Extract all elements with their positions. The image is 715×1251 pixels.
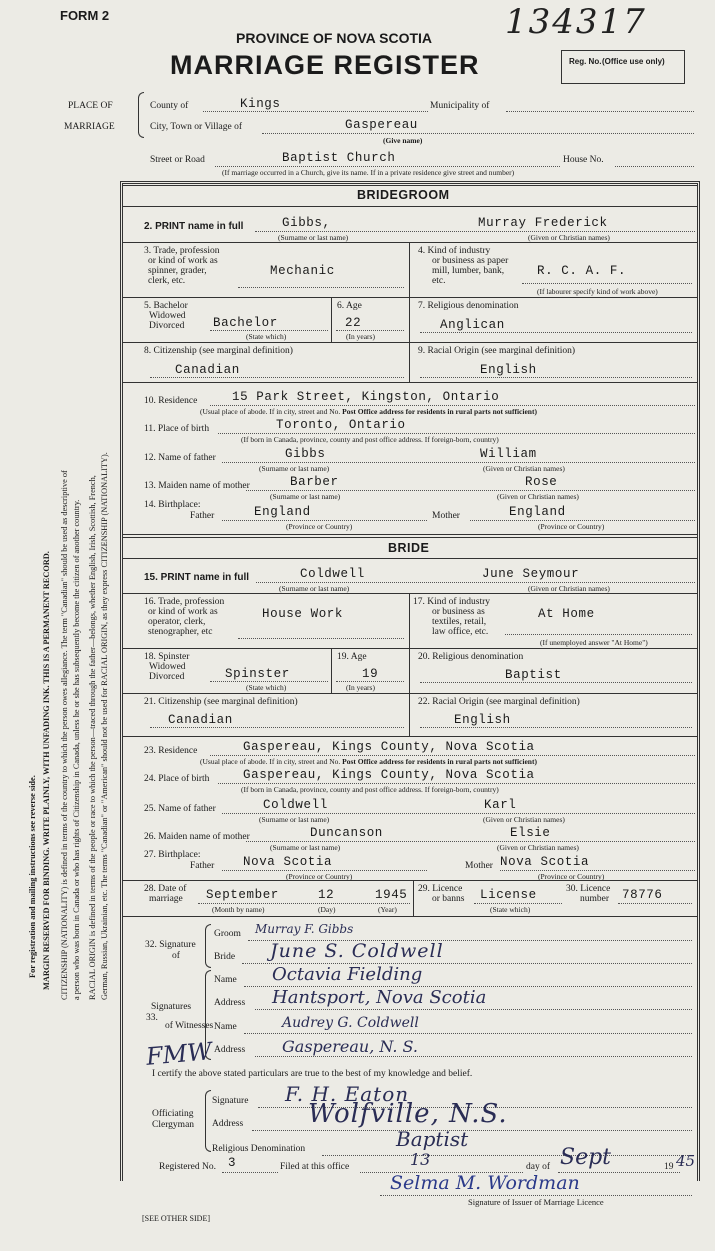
groom-father-country-note: (Province or Country) [286,522,353,531]
bride-mother-surname: Duncanson [310,826,383,840]
groom-father-birthplace: England [254,505,311,519]
groom-father-label: 12. Name of father [144,453,216,463]
bride-birthplace-father: Father [190,861,215,871]
street-value: Baptist Church [282,151,396,165]
bride-center-divider [409,593,410,736]
bride-trade-l4: stenographer, etc [148,627,213,637]
licence-number-line [618,903,692,904]
groom-trade-l2: or kind of work as [148,256,218,266]
bride-father-birthplace: Nova Scotia [243,855,333,869]
form-title: MARRIAGE REGISTER [170,50,480,80]
bride-father-country-note: (Province or Country) [286,872,353,881]
issuer-line [380,1195,692,1196]
licence-number-label-2: number [580,894,610,904]
religious-denomination-label: Religious Denomination [212,1144,306,1154]
bride-father-given: Karl [484,798,517,812]
margin-instructions: For registration and mailing instructions see reverse side. [28,775,37,978]
groom-age-label: 6. Age [337,301,362,311]
bride-age-line [336,681,404,682]
bride-birth-line [218,783,695,784]
w2-address-line [255,1056,692,1057]
bride-trade-value: House Work [262,607,344,621]
street-note: (If marriage occurred in a Church, give its name. If in a private residence give street and number) [222,168,515,177]
form-label: FORM 2 [60,8,110,23]
day-note: (Day) [318,905,336,914]
bride-age-label: 19. Age [337,652,367,662]
reg-no-box [561,50,685,84]
bride-name-line [256,582,695,583]
clergy-address: Wolfville, N.S. [308,1099,508,1129]
filed-day: 13 [410,1150,431,1169]
groom-citizenship-label: 8. Citizenship (see marginal definition) [144,346,293,356]
date-line [198,903,410,904]
groom-industry-l3: mill, lumber, bank, [432,266,505,276]
initials-mark: FMW [144,1037,214,1071]
bride-religion-line [420,682,692,683]
bride-end-rule [123,880,697,881]
bride-given: June Seymour [482,567,580,581]
bride-row2-rule [123,648,697,649]
groom-status-l2: Widowed [149,311,186,321]
bride-mother-surname-note: (Surname or last name) [270,843,341,852]
groom-mother-surname-note: (Surname or last name) [270,492,341,501]
witness-label-2: of Witnesses [165,1021,214,1031]
groom-industry-note: (If labourer specify kind of work above) [537,287,658,296]
bride-top-rule-2 [123,537,697,538]
clergy-address-label: Address [212,1119,244,1129]
groom-state-which: (State which) [246,332,287,341]
witness2-address: Gaspereau, N. S. [282,1037,418,1056]
marriage-day: 12 [318,888,335,902]
municipality-line [506,111,694,112]
groom-father-surname-note: (Surname or last name) [259,464,330,473]
groom-birth-label: 11. Place of birth [144,424,210,434]
bride-status-l3: Divorced [149,672,185,682]
filed-month: Sept [560,1145,612,1170]
bride-mother-given: Elsie [510,826,551,840]
groom-trade-l4: clerk, etc. [148,276,186,286]
groom-row2-rule [123,297,697,298]
groom-mother-birthplace: England [509,505,566,519]
filed-label: Filed at this office [280,1162,350,1172]
bride-residence-label: 23. Residence [144,746,198,756]
groom-residence-line [210,405,695,406]
groom-industry-line [522,283,692,284]
sig-label-2: of [172,951,180,961]
margin-citizenship-1: CITIZENSHIP (NATIONALITY) is defined in terms of the country to which the person owes allegiance. The term "Canadian" should be used as descriptive of [60,470,69,1000]
bride-status-value: Spinster [225,667,290,681]
witness2-name: Audrey G. Coldwell [282,1015,419,1031]
licence-state-which: (State which) [490,905,531,914]
street-label: Street or Road [150,155,205,165]
officiating-2: Clergyman [152,1120,195,1130]
municipality-label: Municipality of [430,101,490,111]
bride-birthplace-mother: Mother [465,861,493,871]
bride-racial-line [420,727,692,728]
bride-name-label [144,572,249,584]
registered-value: 3 [228,1156,237,1170]
bride-mother-line [246,841,695,842]
groom-status-l3: Divorced [149,321,185,331]
groom-religion-line [420,332,692,333]
groom-residence-value: 15 Park Street, Kingston, Ontario [232,390,500,404]
bride-status-line [210,681,328,682]
year-suffix: 45 [676,1152,696,1170]
issuer-signature: Selma M. Wordman [390,1172,580,1194]
groom-residence-label: 10. Residence [144,396,198,406]
bride-industry-l1: 17. Kind of industry [413,597,491,607]
bride-trade-l2: or kind of work as [148,607,218,617]
marriage-year: 1945 [375,888,408,902]
groom-father-given: William [480,447,537,461]
groom-age-value: 22 [345,316,362,330]
bride-status-l2: Widowed [149,662,186,672]
groom-age-divider [331,297,332,342]
year-note: (Year) [378,905,397,914]
bride-age-value: 19 [362,667,379,681]
bride-residence-line [210,755,695,756]
bride-surname: Coldwell [300,567,365,581]
groom-name-label [144,221,243,233]
bride-industry-note: (If unemployed answer "At Home") [540,638,648,647]
house-label: House No. [563,155,604,165]
witness1-address: Hantsport, Nova Scotia [272,987,487,1008]
bride-citizenship-value: Canadian [168,713,233,727]
groom-mother-surname: Barber [290,475,339,489]
w2-address-label: Address [214,1045,246,1055]
bride-age-note: (In years) [346,683,375,692]
licence-label-1: 29. Licence [418,884,463,894]
bride-surname-note: (Surname or last name) [279,584,350,593]
margin-citizenship-2: a person who was born in Canada or who has rights of Citizenship in Canada, unless he or she has subsequently become the citizen of another country. [72,499,81,1000]
bride-industry-l2: or business as [432,607,485,617]
bride-religion-label: 20. Religious denomination [418,652,524,662]
register-number: 134317 [505,2,647,42]
groom-birth-value: Toronto, Ontario [276,418,406,432]
bride-mother-label: 26. Maiden name of mother [144,832,250,842]
groom-birth-note: (If born in Canada, province, county and post office address. If foreign-born, country) [241,435,499,444]
groom-racial-label: 9. Racial Origin (see marginal definition) [418,346,576,356]
bride-name-label-text: 15. PRINT name in full [144,572,250,583]
bride-citizenship-label: 21. Citizenship (see marginal definition) [144,697,298,707]
religious-line [322,1155,692,1156]
groom-mother-country-note: (Province or Country) [538,522,605,531]
groom-surname-note: (Surname or last name) [278,233,349,242]
county-value: Kings [240,97,281,111]
bride-birth-value: Gaspereau, Kings County, Nova Scotia [243,768,535,782]
bride-sig-label: Bride [214,952,236,962]
bride-trade-l3: operator, clerk, [148,617,206,627]
groom-trade-line [238,287,404,288]
margin-racial-1: RACIAL ORIGIN is defined in terms of the people or race to which the person—traced through the father—belongs, whether English, Irish, Scottish, French, [88,475,97,1000]
bride-birth-label: 24. Place of birth [144,774,210,784]
licence-end-rule [123,916,697,917]
groom-top-rule [123,185,697,186]
bride-industry-value: At Home [538,607,595,621]
reg-no-note: (Office use only) [602,57,665,66]
groom-trade-l1: 3. Trade, profession [144,246,220,256]
licence-line [474,903,562,904]
licence-number-label-1: 30. Licence [566,884,611,894]
bride-residence-note-b: Post Office address for residents in rural parts not sufficient) [342,757,537,766]
bride-state-which: (State which) [246,683,287,692]
groom-name-line [255,231,695,232]
w1-name-label: Name [214,975,237,985]
groom-surname: Gibbs, [282,216,331,230]
groom-mother-given: Rose [525,475,558,489]
groom-industry-value: R. C. A. F. [537,264,627,278]
bride-racial-value: English [454,713,511,727]
bride-industry-l3: textiles, retail, [432,617,487,627]
groom-mother-birthplace-line [470,520,695,521]
groom-given: Murray Frederick [478,216,608,230]
groom-sig-label: Groom [214,929,241,939]
groom-given-note: (Given or Christian names) [528,233,610,242]
county-label: County of [150,101,189,111]
day-of-label: day of [526,1162,551,1172]
licence-divider [413,880,414,916]
groom-birth-line [218,433,695,434]
certify-text: I certify the above stated particulars are true to the best of my knowledge and belief. [152,1069,473,1079]
num-33: 33. [146,1013,158,1023]
w2-name-label: Name [214,1022,237,1032]
bride-birth-note: (If born in Canada, province, county and post office address. If foreign-born, country) [241,785,499,794]
bride-row1-rule [123,593,697,594]
date-label-2: marriage [149,894,183,904]
groom-racial-line [420,377,692,378]
groom-row4-rule [123,382,697,383]
groom-signature: Murray F. Gibbs [255,922,354,936]
groom-trade-value: Mechanic [270,264,335,278]
bride-father-birthplace-line [222,870,427,871]
city-value: Gaspereau [345,118,418,132]
bride-residence-note-a: (Usual place of abode. If in city, street and No. [200,757,341,766]
groom-row3-rule [123,342,697,343]
place-bracket [138,92,144,138]
groom-status-l1: 5. Bachelor [144,301,188,311]
groom-birthplace-mother: Mother [432,511,460,521]
bride-trade-l1: 16. Trade, profession [144,597,225,607]
bride-top-rule [123,534,697,535]
groom-heading-rule [123,206,697,207]
groom-racial-value: English [480,363,537,377]
groom-birthplace-label: 14. Birthplace: [144,500,201,510]
w1-address-line [255,1009,692,1010]
sig-label-1: 32. Signature [145,940,196,950]
groom-age-line [336,330,404,331]
margin-racial-2: German, Russian, Ukrainian, etc. The terms "Canadian" or "American" should not be used for RACIAL ORIGIN, as they express CITIZENSHIP (NATIONALITY). [100,452,109,1000]
bride-age-divider [331,648,332,693]
issuer-label: Signature of Issuer of Marriage Licence [468,1197,604,1207]
month-note: (Month by name) [212,905,265,914]
bride-row3-rule [123,693,697,694]
clergy-religion: Baptist [396,1127,469,1151]
bride-mother-birthplace: Nova Scotia [500,855,590,869]
marriage-label: MARRIAGE [64,122,115,132]
bride-mother-given-note: (Given or Christian names) [497,843,579,852]
bride-religion-value: Baptist [505,668,562,682]
year-prefix: 19 [664,1162,674,1172]
groom-father-line [222,462,695,463]
bride-father-line [222,813,695,814]
bride-heading: BRIDE [388,541,430,555]
city-line [262,133,694,134]
groom-status-line [210,330,328,331]
groom-status-value: Bachelor [213,316,278,330]
groom-father-birthplace-line [222,520,427,521]
bride-residence-value: Gaspereau, Kings County, Nova Scotia [243,740,535,754]
house-line [615,166,694,167]
groom-religion-value: Anglican [440,318,505,332]
licence-value: License [480,888,537,902]
sig-bracket [205,924,211,968]
licence-label-2: or banns [432,894,465,904]
clergy-bracket [205,1090,211,1152]
registered-label: Registered No. [159,1162,216,1172]
see-other-side: [SEE OTHER SIDE] [142,1214,210,1223]
groom-center-divider [409,242,410,382]
bride-residence-note [200,757,537,766]
bride-racial-label: 22. Racial Origin (see marginal definition) [418,697,580,707]
groom-row1-rule [123,242,697,243]
bride-industry-l4: law office, etc. [432,627,489,637]
bride-signature: June S. Coldwell [270,940,444,962]
clergy-address-line [252,1130,692,1131]
bride-mother-country-note: (Province or Country) [538,872,605,881]
groom-residence-note-b: Post Office address for residents in rural parts not sufficient) [342,407,537,416]
county-line [203,111,428,112]
give-name-note: (Give name) [383,136,423,145]
bride-birthplace-label: 27. Birthplace: [144,850,201,860]
groom-industry-l4: etc. [432,276,446,286]
bride-father-surname: Coldwell [263,798,328,812]
groom-citizenship-value: Canadian [175,363,240,377]
officiating-1: Officiating [152,1109,194,1119]
groom-residence-note-a: (Usual place of abode. If in city, street and No. [200,407,341,416]
groom-religion-label: 7. Religious denomination [418,301,519,311]
bride-citizenship-line [150,727,404,728]
groom-birthplace-father: Father [190,511,215,521]
bride-given-note: (Given or Christian names) [528,584,610,593]
bride-heading-rule [123,558,697,559]
place-of-label: PLACE OF [68,101,113,111]
clergy-signature: F. H. Eaton [285,1082,410,1106]
reg-no-label: Reg. No. [569,57,602,66]
groom-citizenship-line [150,377,404,378]
bride-status-l1: 18. Spinster [144,652,190,662]
witness1-name: Octavia Fielding [272,964,423,985]
bride-row4-rule [123,736,697,737]
clergy-sig-label: Signature [212,1096,249,1106]
province-heading: PROVINCE OF NOVA SCOTIA [236,30,433,46]
bride-father-given-note: (Given or Christian names) [483,815,565,824]
groom-father-surname: Gibbs [285,447,326,461]
witness-label-1: Signatures [151,1002,192,1012]
groom-mother-given-note: (Given or Christian names) [497,492,579,501]
groom-industry-l2: or business as paper [432,256,509,266]
registered-line [222,1172,278,1173]
marriage-month: September [206,888,279,902]
street-line [215,166,560,167]
groom-father-given-note: (Given or Christian names) [483,464,565,473]
groom-residence-note [200,407,537,416]
date-label-1: 28. Date of [144,884,187,894]
bride-mother-birthplace-line [500,870,695,871]
bride-industry-line [505,634,692,635]
w2-name-line [244,1033,692,1034]
groom-age-note: (In years) [346,332,375,341]
bride-father-label: 25. Name of father [144,804,216,814]
bride-father-surname-note: (Surname or last name) [259,815,330,824]
groom-industry-l1: 4. Kind of industry [418,246,491,256]
groom-mother-label: 13. Maiden name of mother [144,481,250,491]
groom-mother-line [246,490,695,491]
margin-binding: MARGIN RESERVED FOR BINDING. WRITE PLAINLY, WITH UNFADING INK. THIS IS A PERMANENT RECORD. [42,551,51,990]
city-label: City, Town or Village of [150,122,242,132]
groom-trade-l3: spinner, grader, [148,266,207,276]
bridegroom-heading: BRIDEGROOM [357,188,450,202]
w1-address-label: Address [214,998,246,1008]
groom-name-label-text: 2. PRINT name in full [144,221,244,232]
licence-number: 78776 [622,888,663,902]
bride-trade-line [238,638,404,639]
